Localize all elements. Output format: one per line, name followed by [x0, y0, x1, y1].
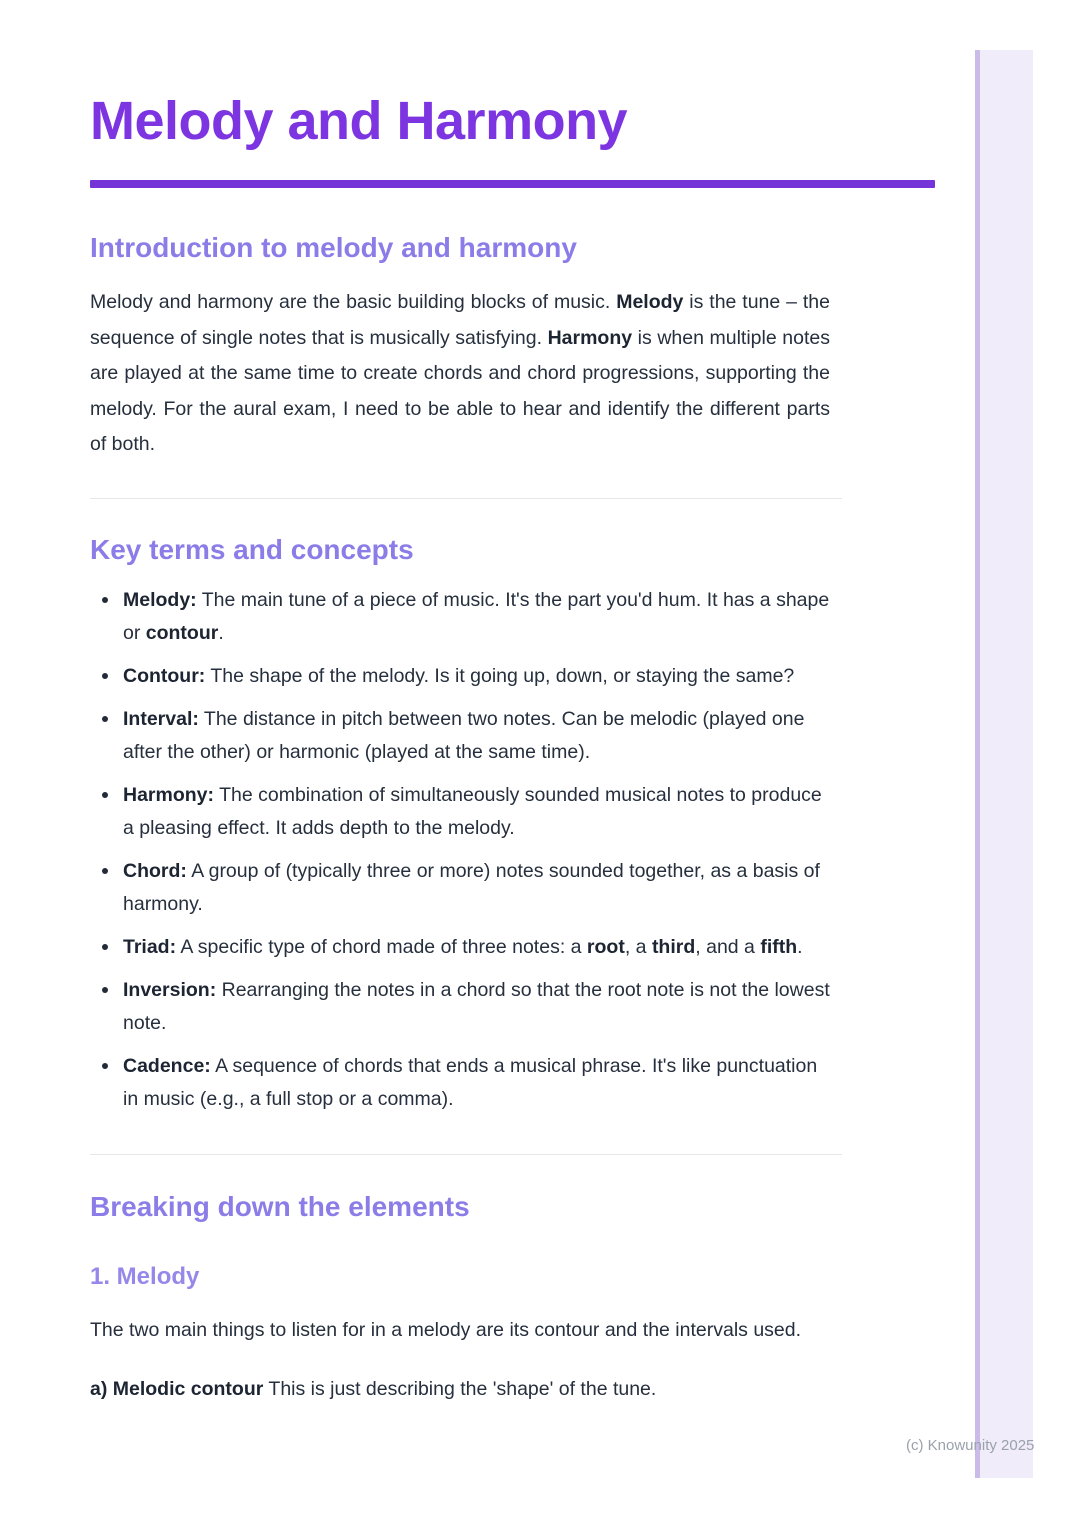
section-heading-key-terms: Key terms and concepts	[90, 533, 414, 565]
subsection-heading-melody: 1. Melody	[90, 1262, 200, 1290]
page-edge-accent-bar	[975, 50, 1033, 1478]
list-item: Harmony: The combination of simultaneously sounded musical notes to produce a pleasing effect. It adds depth to the melody.	[90, 779, 830, 845]
list-item: Triad: A specific type of chord made of three notes: a root, a third, and a fifth.	[90, 931, 830, 964]
section-heading-introduction: Introduction to melody and harmony	[90, 232, 577, 263]
page-title: Melody and Harmony	[90, 91, 628, 151]
list-item: Chord: A group of (typically three or more) notes sounded together, as a basis of harmony.	[90, 855, 830, 921]
content-area	[90, 0, 830, 1406]
key-terms-list	[90, 584, 830, 1116]
list-item: Melody: The main tune of a piece of music. It's the part you'd hum. It has a shape or contour.	[90, 584, 830, 650]
title-underline-rule	[90, 180, 935, 188]
section-divider	[90, 1154, 842, 1155]
list-item: Contour: The shape of the melody. Is it going up, down, or staying the same?	[90, 660, 830, 693]
section-heading-breaking-down: Breaking down the elements	[90, 1190, 470, 1222]
copyright-notice: (c) Knowunity 2025	[906, 1437, 1035, 1454]
introduction-paragraph: Melody and harmony are the basic building blocks of music. Melody is the tune – the sequence of single notes that is musically satisfying. Harmony is when multiple notes are played at the same time to create chords and chord progressions, supporting the melody. For the aural exam, I need to be able to hear and identify the different parts of both.	[90, 291, 830, 455]
section-divider	[90, 498, 842, 499]
melodic-contour-note: a) Melodic contour This is just describing the 'shape' of the tune.	[90, 1378, 657, 1400]
list-item: Inversion: Rearranging the notes in a chord so that the root note is not the lowest note.	[90, 974, 830, 1040]
list-item: Interval: The distance in pitch between two notes. Can be melodic (played one after the other) or harmonic (played at the same time).	[90, 703, 830, 769]
list-item: Cadence: A sequence of chords that ends a musical phrase. It's like punctuation in music (e.g., a full stop or a comma).	[90, 1050, 830, 1116]
melody-paragraph: The two main things to listen for in a melody are its contour and the intervals used.	[90, 1318, 802, 1341]
